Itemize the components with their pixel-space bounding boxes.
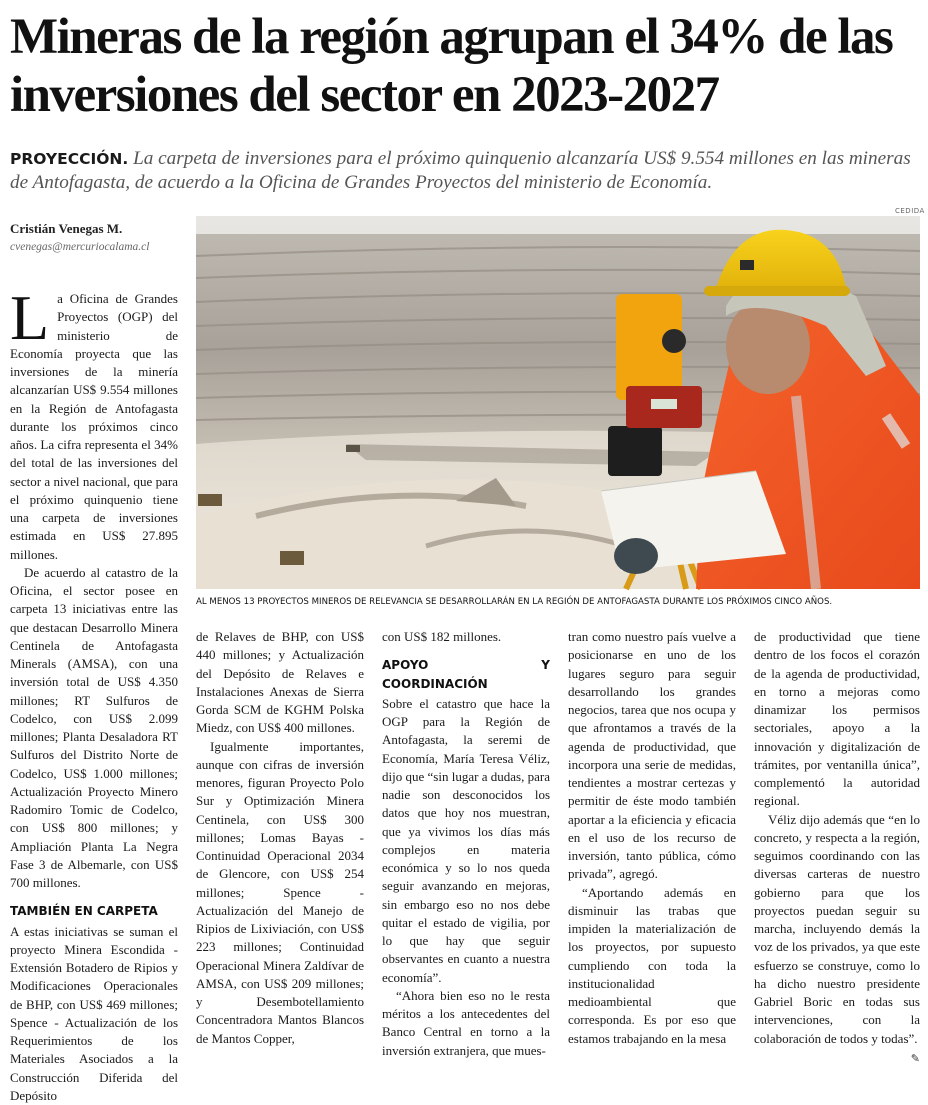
- paragraph: con US$ 182 millones.: [382, 628, 550, 646]
- paragraph: Sobre el catastro que hace la OGP para la Región de Antofagasta, la seremi de Economía, María Teresa Véliz, dijo que “sin lugar a dudas, para nadie son desconocidos los datos que hoy nos muestran, que ya vivimos los días más complejos en materia económica y so lo nos queda seguir avanzando en mejoras, sin embargo eso no nos debe quitar el estado de vigilia, por lo que hay que seguir observantes en cuanto a nuestra economía”.: [382, 695, 550, 987]
- article-column-4: [568, 628, 736, 1048]
- headline: Mineras de la región agrupan el 34% de las inversiones del sector en 2023-2027: [10, 8, 920, 124]
- byline-email: cvenegas@mercuriocalama.cl: [10, 239, 190, 255]
- subheading: APOYO Y COORDINACIÓN: [382, 656, 550, 693]
- paragraph: La Oficina de Grandes Proyectos (OGP) del ministerio de Economía proyecta que las inversiones de la minería alcanzarían US$ 9.554 millones en la Región de Antofagasta durante los próximos cinco años. La cifra representa el 34% del total de las inversiones del sector a nivel nacional, que para el próximo quinquenio tiene una carpeta de inversiones estimada en US$ 27.895 millones.: [10, 290, 178, 564]
- paragraph: de productividad que tiene dentro de los focos el corazón de la agenda de productividad, en torno a mejoras como dinamizar los permisos sectoriales, apoyo a la innovación y digitalización de trámites, por ventanilla única”, complementó la autoridad regional.: [754, 628, 920, 811]
- paragraph: tran como nuestro país vuelve a posicionarse en uno de los lugares seguro para seguir desarrollando los grandes negocios, tarea que nos ocupa y que afrontamos a través de la agenda de productividad, que incorpora una serie de medidas, tendientes a mostrar certezas y permitir de éste modo también aportar a la eficiencia y eficacia en el uso de los recurso de inversión, tanto pública, cómo privada”, agregó.: [568, 628, 736, 884]
- lead-text: La carpeta de inversiones para el próximo quinquenio alcanzaría US$ 9.554 millones en las mineras de Antofagasta, de acuerdo a la Oficina de Grandes Proyectos del ministerio de Economía.: [10, 148, 911, 193]
- article-column-3: [382, 628, 550, 1060]
- paragraph: de Relaves de BHP, con US$ 440 millones; y Actualización del Depósito de Relaves e Instalaciones Anexas de Sierra Gorda SCM de KGHM Polska Miedz, con US$ 400 millones.: [196, 628, 364, 738]
- byline-author: Cristián Venegas M.: [10, 220, 190, 237]
- paragraph: De acuerdo al catastro de la Oficina, el sector posee en carpeta 13 iniciativas entre las que destacan Desarrollo Minera Centinela de Antofagasta Minerals (AMSA), con una inversión total de US$ 4.350 millones; RT Sulfuros de Codelco, con US$ 2.099 millones; Planta Desaladora RT Sulfuros del Distrito Norte de Codelco, US$ 1.000 millones; Actualización Proyecto Minero Radomiro Tomic de Codelco, con US$ 800 millones; y Ampliación Planta La Negra Fase 3 de Albemarle, con US$ 700 millones.: [10, 564, 178, 893]
- paragraph: A estas iniciativas se suman el proyecto Minera Escondida - Extensión Botadero de Ripios y Modificaciones Operacionales de BHP, con US$ 469 millones; Spence - Actualización de los Requerimientos de los Materiales Asociados a la Construcción Diferida del Depósito: [10, 923, 178, 1105]
- subheading: TAMBIÉN EN CARPETA: [10, 902, 178, 920]
- lead-paragraph: [10, 147, 915, 195]
- lead-kicker: PROYECCIÓN.: [10, 150, 128, 168]
- photo-credit: CEDIDA: [895, 207, 925, 215]
- article-photo: [196, 216, 920, 589]
- article-column-1: [10, 290, 178, 1105]
- article-column-2: [196, 628, 364, 1048]
- paragraph: Véliz dijo además que “en lo concreto, y respecta a la región, seguimos coordinando con las diversas carteras de nuestro gobierno para que los proyectos puedan seguir su marcha, incluyendo demás la voz de los privados, ya que este esfuerzo se construye, como lo ha dicho nuestro presidente Gabriel Boric en todas sus intervenciones, con la colaboración de todos y todas”.: [754, 811, 920, 1048]
- photo-caption: AL MENOS 13 PROYECTOS MINEROS DE RELEVANCIA SE DESARROLLARÁN EN LA REGIÓN DE ANTOFAGASTA DURANTE LOS PRÓXIMOS CINCO AÑOS.: [196, 596, 920, 608]
- article-column-5: [754, 628, 920, 1068]
- drop-cap: L: [10, 292, 49, 344]
- byline: [10, 220, 190, 255]
- end-mark-icon: ✎: [911, 1050, 920, 1068]
- paragraph: “Ahora bien eso no le resta méritos a los antecedentes del Banco Central en torno a la inversión extranjera, que mues-: [382, 987, 550, 1060]
- paragraph: Igualmente importantes, aunque con cifras de inversión menores, figuran Proyecto Polo Sur y Optimización Minera Centinela, con US$ 300 millones; Lomas Bayas - Continuidad Operacional 2034 de Glencore, con US$ 254 millones; Spence - Actualización del Manejo de Ripios de Lixiviación, con US$ 223 millones; Continuidad Operacional Minera Zaldívar de AMSA, con US$ 209 millones; y Desembotellamiento Concentradora Mantos Blancos de Mantos Copper,: [196, 738, 364, 1048]
- paragraph: “Aportando además en disminuir las trabas que impiden la materialización de los proyectos, por supuesto cumpliendo con toda la institucionalidad medioambiental que corresponda. Es por eso que estamos trabajando en la mesa: [568, 884, 736, 1048]
